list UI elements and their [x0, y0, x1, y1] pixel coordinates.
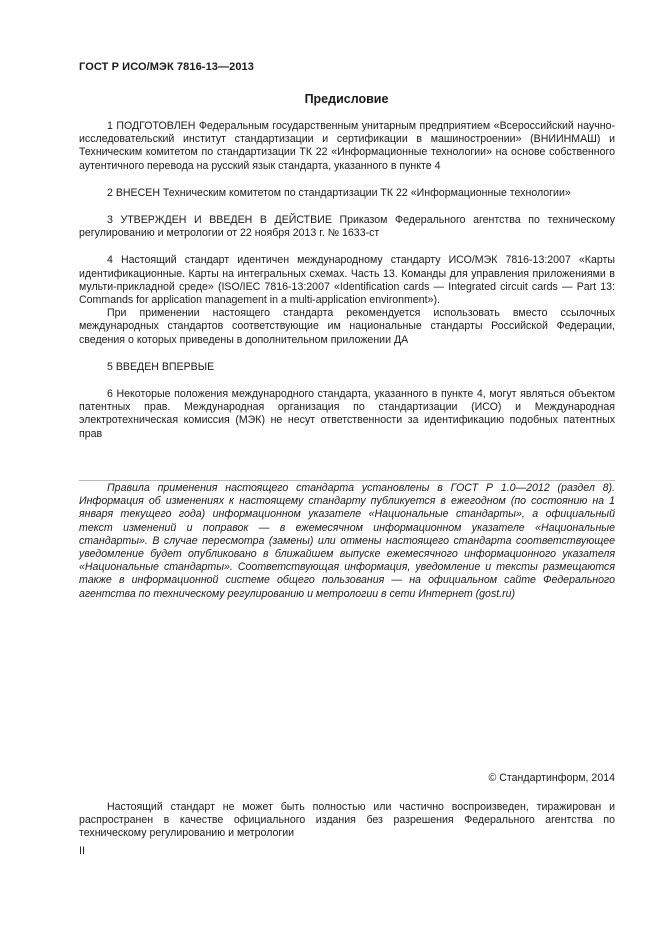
page-number: II [79, 845, 85, 857]
reproduction-notice [79, 801, 615, 841]
document-header: ГОСТ Р ИСО/МЭК 7816-13—2013 [79, 61, 254, 73]
info-text: Правила применения настоящего стандарта установлены в ГОСТ Р 1.0—2012 (раздел 8). Информация об изменениях к настоящему стандарту публикуется в ежегодном (по состоянию на 1 января текущего года) информационном указателе «Национальные стандарты», а официальный текст изменений и поправок — в ежемесячном информационном указателе «Национальные стандарты». В случае пересмотра (замены) или отмены настоящего стандарта соответствующее уведомление будет опубликовано в ближайшем выпуске ежемесячного информационного указателя «Национальные стандарты». Соответствующая информация, уведомление и тексты размещаются также в информационной системе общего пользования — на официальном сайте Федерального агентства по техническому регулированию и метрологии в сети Интернет (gost.ru) [79, 482, 615, 600]
paragraph-2: 2 ВНЕСЕН Техническим комитетом по стандартизации ТК 22 «Информационные технологии» [107, 186, 571, 199]
paragraph-1: 1 ПОДГОТОВЛЕН Федеральным государственным унитарным предприятием «Всероссийский научно-исследовательский институт стандартизации и сертификации в машиностроении» (ВНИИНМАШ) и Техническим комитетом по стандартизации ТК 22 «Информационные технологии» на основе собственного аутентичного перевода на русский язык стандарта, указанного в пункте 4 [79, 120, 615, 172]
paragraph-3: 3 УТВЕРЖДЕН И ВВЕДЕН В ДЕЙСТВИЕ Приказом Федерального агентства по техническому регулированию и метрологии от 22 ноября 2013 г. № 1633-ст [79, 214, 615, 240]
info-block [79, 480, 615, 601]
paragraph-4: 4 Настоящий стандарт идентичен международному стандарту ИСО/МЭК 7816-13:2007 «Карты идентификационные. Карты на интегральных схемах. Часть 13. Команды для управления приложениями в мульти-прикладной среде» (ISO/IEC 7816-13:2007 «Identification cards — Integrated circuit cards — Part 13: Commands for application management in a multi-application environment»). [79, 254, 615, 307]
paragraph-4-note: При применении настоящего стандарта рекомендуется использовать вместо ссылочных международных стандартов соответствующие им национальные стандарты Российской Федерации, сведения о которых приведены в дополнительном приложении ДА [79, 307, 615, 346]
paragraph-5: 5 ВВЕДЕН ВПЕРВЫЕ [107, 360, 215, 373]
paragraph-6: 6 Некоторые положения международного стандарта, указанного в пункте 4, могут являться объектом патентных прав. Международная организация по стандартизации (ИСО) и Международная электротехническая комиссия (МЭК) не несут ответственности за идентификацию подобных патентных прав [79, 388, 615, 440]
page-title: Предисловие [304, 92, 389, 106]
copyright-line: © Стандартинформ, 2014 [488, 772, 615, 784]
foreword-body [79, 120, 615, 441]
notice-text: Настоящий стандарт не может быть полностью или частично воспроизведен, тиражирован и распространен в качестве официального издания без разрешения Федерального агентства по техническому регулированию и метрологии [79, 801, 615, 840]
